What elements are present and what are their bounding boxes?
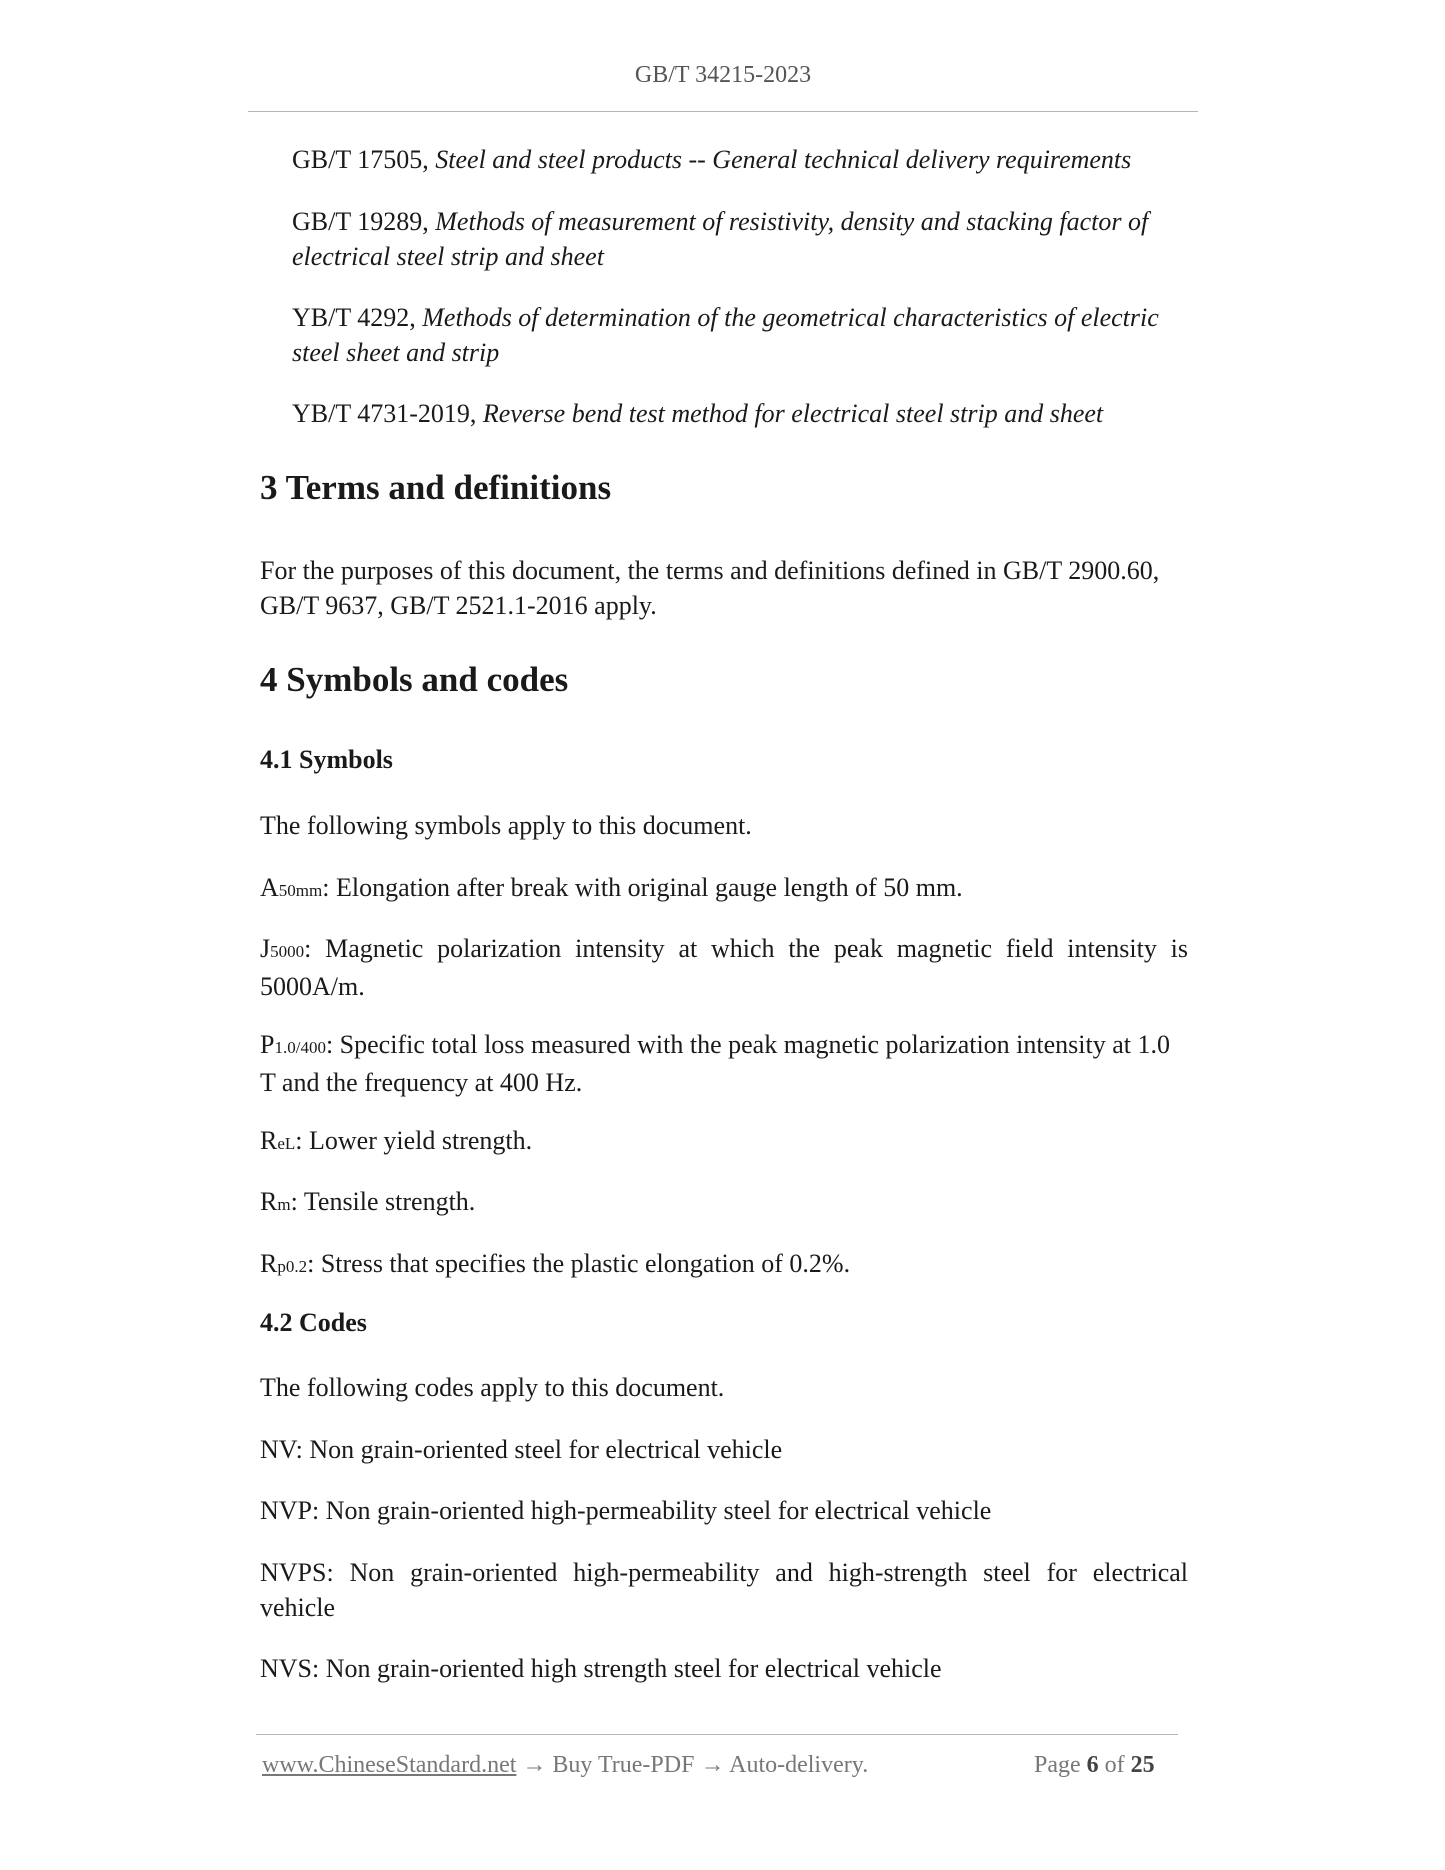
symbol-text: : Elongation after break with original gauge length of 50 mm. [322,873,963,902]
reference-ybt4292 [292,300,1190,370]
section-4-2-heading: 4.2 Codes [260,1308,367,1337]
symbol-a50mm [260,870,1188,908]
reference-code: YB/T 4731-2019, [292,399,483,428]
symbol-subscript: eL [277,1134,296,1153]
symbol-subscript: 1.0/400 [274,1038,326,1057]
symbol-text: : Specific total loss measured with the peak magnetic polarization intensity at 1.0 T and the frequency at 400 Hz. [260,1030,1171,1097]
symbol-text: : Stress that specifies the plastic elongation of 0.2%. [307,1249,851,1278]
symbol-base: A [260,873,279,902]
symbol-subscript: p0.2 [277,1257,308,1276]
symbols-intro: The following symbols apply to this document. [260,811,752,840]
footer-tagline: → Buy True-PDF → Auto-delivery. [516,1752,869,1778]
symbol-rel [260,1123,1188,1161]
reference-gbt17505 [292,142,1190,177]
symbol-subscript: 50mm [278,881,323,900]
footer-divider [256,1734,1178,1735]
section-4-heading: 4 Symbols and codes [260,660,569,699]
reference-gbt19289 [292,204,1190,274]
reference-code: GB/T 17505, [292,145,436,174]
page-label: Page [1034,1752,1087,1778]
symbol-rp0-2 [260,1246,1188,1284]
header-divider [248,111,1198,112]
total-pages: 25 [1130,1752,1155,1778]
symbol-base: P [260,1030,275,1059]
reference-title: Methods of determination of the geometrical characteristics of electric steel sheet and strip [292,303,1159,367]
symbol-base: R [260,1126,278,1155]
symbol-subscript: 5000 [270,942,305,961]
reference-title: Reverse bend test method for electrical steel strip and sheet [482,399,1104,428]
reference-ybt4731 [292,396,1190,431]
symbol-subscript: m [277,1195,291,1214]
symbol-text: : Lower yield strength. [295,1126,533,1155]
reference-title: Methods of measurement of resistivity, density and stacking factor of electrical steel strip and sheet [292,207,1149,271]
symbol-base: J [260,934,271,963]
section-3-text: For the purposes of this document, the terms and definitions defined in GB/T 2900.60, GB/T 9637, GB/T 2521.1-2016 apply. [260,556,1160,620]
symbol-rm [260,1184,1188,1222]
code-nvs: NVS: Non grain-oriented high strength steel for electrical vehicle [260,1654,942,1683]
reference-code: YB/T 4292, [292,303,423,332]
symbol-base: R [260,1187,278,1216]
symbol-p1-0-400 [260,1027,1188,1100]
of-label: of [1098,1752,1131,1778]
code-nvps: NVPS: Non grain-oriented high-permeability and high-strength steel for electrical vehicle [260,1558,1188,1622]
page-header: GB/T 34215-2023 [634,62,812,88]
symbol-j5000 [260,931,1188,1004]
symbol-text: : Tensile strength. [290,1187,476,1216]
symbol-text: : Magnetic polarization intensity at which the peak magnetic field intensity is 5000A/m. [260,934,1188,1001]
codes-intro: The following codes apply to this document. [260,1373,725,1402]
symbol-base: R [260,1249,278,1278]
reference-title: Steel and steel products -- General technical delivery requirements [435,145,1132,174]
page-indicator [1034,1752,1155,1779]
reference-code: GB/T 19289, [292,207,436,236]
code-nv: NV: Non grain-oriented steel for electrical vehicle [260,1435,783,1464]
section-3-heading: 3 Terms and definitions [260,468,612,507]
footer-promo [262,1752,868,1779]
section-4-1-heading: 4.1 Symbols [260,745,393,774]
current-page: 6 [1086,1752,1099,1778]
footer-site-link[interactable]: www.ChineseStandard.net [262,1752,517,1778]
code-nvp: NVP: Non grain-oriented high-permeability steel for electrical vehicle [260,1496,992,1525]
